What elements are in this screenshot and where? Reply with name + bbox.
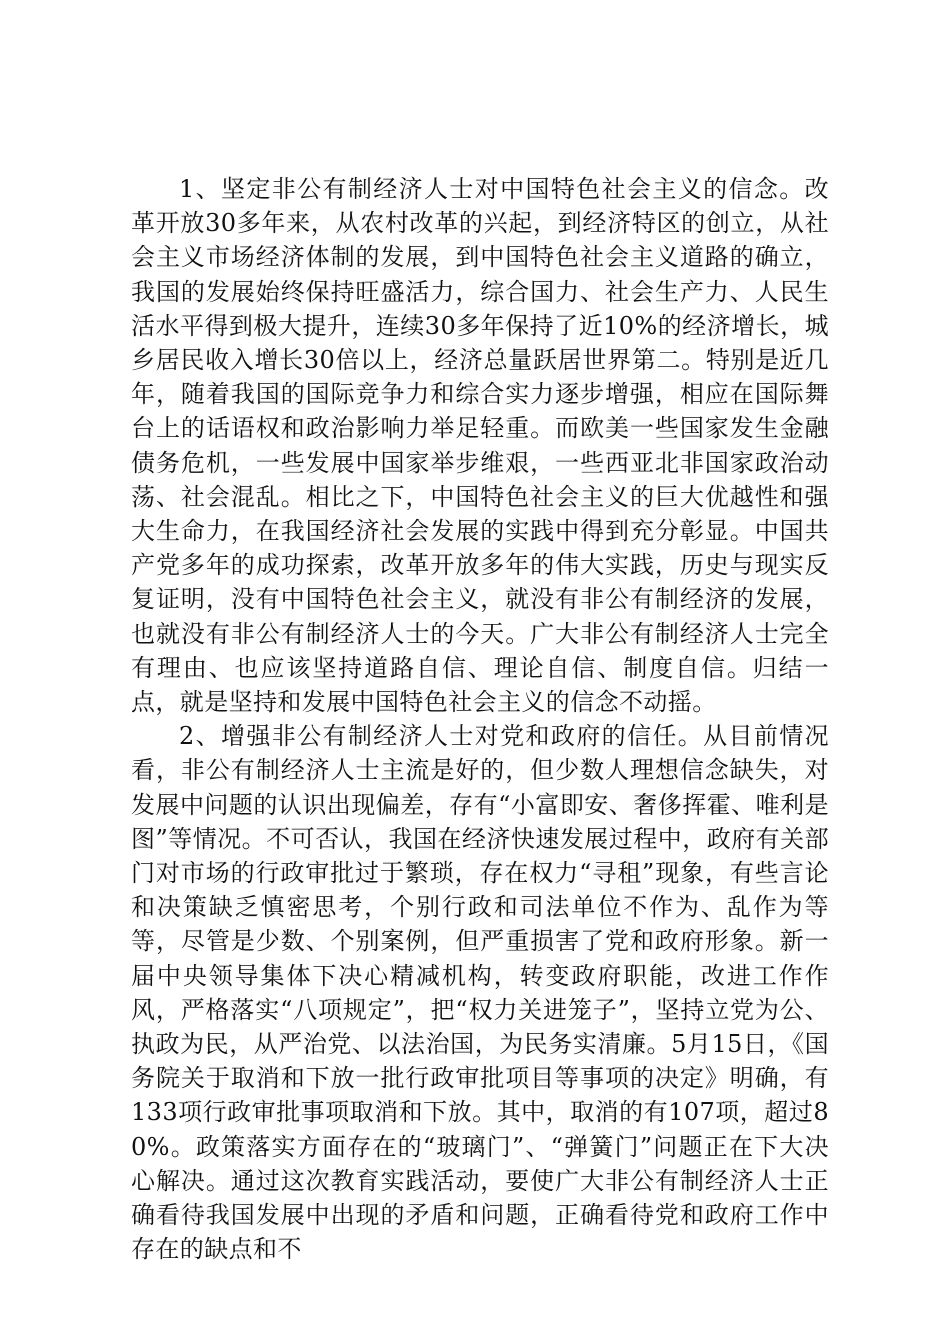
document-body — [131, 172, 829, 1267]
paragraph-2: 2、增强非公有制经济人士对党和政府的信任。从目前情况看，非公有制经济人士主流是好的，但少数人理想信念缺失，对发展中问题的认识出现偏差，存有“小富即安、奢侈挥霍、唯利是图”等情况。不可否认，我国在经济快速发展过程中，政府有关部门对市场的行政审批过于繁琐，存在权力“寻租”现象，有些言论和决策缺乏慎密思考，个别行政和司法单位不作为、乱作为等等，尽管是少数、个别案例，但严重损害了党和政府形象。新一届中央领导集体下决心精减机构，转变政府职能，改进工作作风，严格落实“八项规定”，把“权力关进笼子”，坚持立党为公、执政为民，从严治党、以法治国，为民务实清廉。5月15日，《国务院关于取消和下放一批行政审批项目等事项的决定》明确，有133项行政审批事项取消和下放。其中，取消的有107项，超过80%。政策落实方面存在的“玻璃门”、“弹簧门”问题正在下大决心解决。通过这次教育实践活动，要使广大非公有制经济人士正确看待我国发展中出现的矛盾和问题，正确看待党和政府工作中存在的缺点和不 — [131, 722, 829, 1264]
paragraph-1: 1、坚定非公有制经济人士对中国特色社会主义的信念。改革开放30多年来，从农村改革的兴起，到经济特区的创立，从社会主义市场经济体制的发展，到中国特色社会主义道路的确立，我国的发展始终保持旺盛活力，综合国力、社会生产力、人民生活水平得到极大提升，连续30多年保持了近10%的经济增长，城乡居民收入增长30倍以上，经济总量跃居世界第二。特别是近几年，随着我国的国际竞争力和综合实力逐步增强，相应在国际舞台上的话语权和政治影响力举足轻重。而欧美一些国家发生金融债务危机，一些发展中国家举步维艰，一些西亚北非国家政治动荡、社会混乱。相比之下，中国特色社会主义的巨大优越性和强大生命力，在我国经济社会发展的实践中得到充分彰显。中国共产党多年的成功探索，改革开放多年的伟大实践，历史与现实反复证明，没有中国特色社会主义，就没有非公有制经济的发展，也就没有非公有制经济人士的今天。广大非公有制经济人士完全有理由、也应该坚持道路自信、理论自信、制度自信。归结一点，就是坚持和发展中国特色社会主义的信念不动摇。 — [131, 175, 829, 717]
